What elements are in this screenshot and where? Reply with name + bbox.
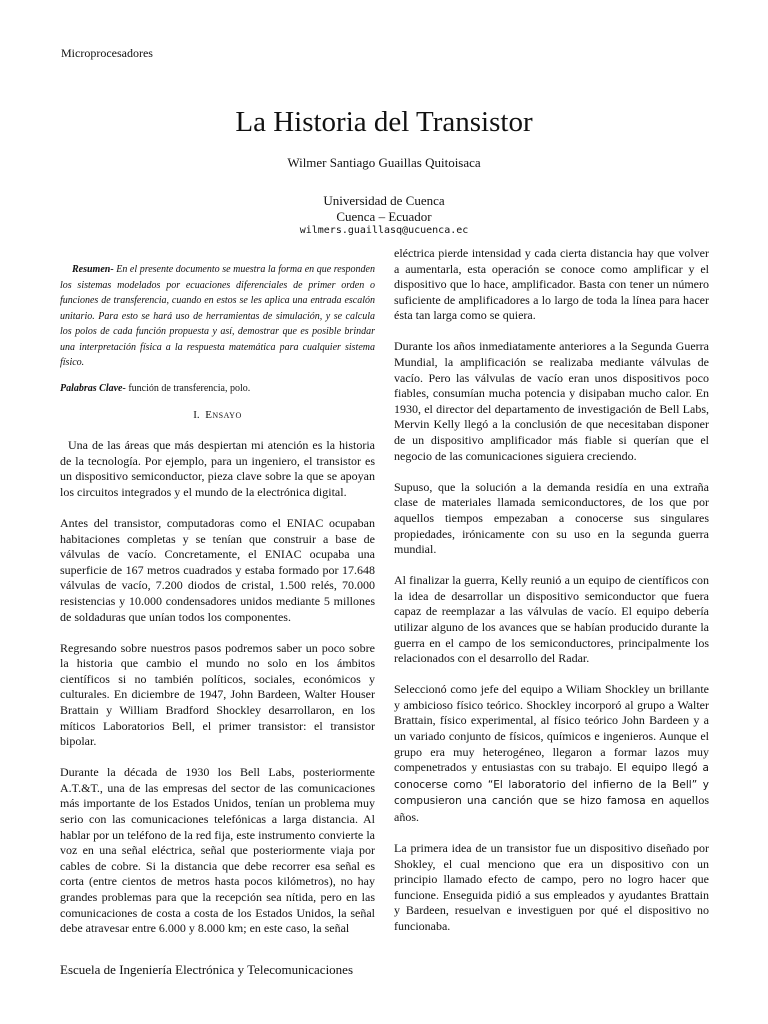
location: Cuenca – Ecuador bbox=[336, 209, 432, 224]
abstract bbox=[60, 262, 375, 371]
author-email[interactable]: wilmers.guaillasq@ucuenca.ec bbox=[299, 225, 469, 236]
keywords-label: Palabras Clave- bbox=[60, 382, 126, 394]
section-heading bbox=[60, 408, 375, 424]
footer: Escuela de Ingeniería Electrónica y Telecomunicaciones bbox=[60, 962, 354, 977]
paragraph: Durante los años inmediatamente anteriores a la Segunda Guerra Mundial, la amplificación se realizaba mediante válvulas de vacío. Pero las válvulas de vacío eran unos dispositivos poco fiables, consumían mucha potencia y disipaban mucho calor. En 1930, el director del departamento de investigación de Bell Labs, Mervin Kelly llegó a la conclusión de que necesitaban disponer de un dispositivo amplificador más fiable si querían que el negocio de las comunicaciones siguiera creciendo. bbox=[394, 339, 709, 463]
abstract-label: Resumen- bbox=[72, 264, 114, 275]
keywords-text: función de transferencia, polo. bbox=[125, 382, 251, 394]
paragraph-part-highlight: El equipo llegó a conocerse como “El laboratorio del infierno de la Bell” y compusieron una canción que se hizo famosa en bbox=[394, 762, 709, 808]
paragraph: eléctrica pierde intensidad y cada cierta distancia hay que volver a aumentarla, esta operación se conoce como amplificar y el dispositivo que lo hace, amplificador. Basta con tener un número suficiente de amplificadores a lo largo de toda la línea para hacer ésta tan larga como se quiera. bbox=[394, 246, 709, 323]
university-name: Universidad de Cuenca bbox=[323, 193, 445, 208]
affiliation bbox=[0, 193, 768, 237]
paragraph: Una de las áreas que más despiertan mi atención es la historia de la tecnología. Por ejemplo, para un ingeniero, el transistor es un dispositivo semiconductor, pieza clave sobre la que se apoyan los circuitos integrados y el mundo de la electrónica digital. bbox=[60, 438, 375, 499]
paragraph-part: Seleccionó como jefe del equipo a Wiliam Shockley un brillante y ambicioso físico teórico. Shockley incorporó al grupo a Walter Brattain, físico experimental, al físico teórico John Bardeen y a un variado conjunto de físicos, químicos e ingenieros. Aunque el grupo era muy heterogéneo, llegaron a formar lazos muy compenetrados y entusiastas con su trabajo. bbox=[394, 682, 709, 775]
paragraph: Regresando sobre nuestros pasos podremos saber un poco sobre la historia que cambio el mundo no solo en los ámbitos científicos si no también políticos, sociales, económicos y culturales. En diciembre de 1947, John Bardeen, Walter Houser Brattain y William Bradford Shockley desarrollaron, en los míticos Laboratorios Bell, el primer transistor: el transistor bipolar. bbox=[60, 640, 375, 749]
paragraph: Supuso, que la solución a la demanda residía en una extraña clase de materiales llamada semiconductores, de los que por aquellos tiempos empezaban a conocerse sus singulares propiedades, irónicamente con su uso en la segunda guerra mundial. bbox=[394, 479, 709, 557]
author-name: Wilmer Santiago Guaillas Quitoisaca bbox=[287, 155, 481, 170]
abstract-text: En el presente documento se muestra la forma en que responden los sistemas modelados por ecuaciones diferenciales de primer orden o funciones de transferencia, cuando en estos se les aplica una entrada escalón unitario. Para esto se hará uso de herramientas de simulación, y se calcula los polos de cada función propuesta y así, demostrar que es posible brindar una interpretación física a la respuesta matemática para cualquier sistema físico. bbox=[60, 264, 375, 368]
left-column bbox=[60, 262, 375, 952]
paragraph: Durante la década de 1930 los Bell Labs, posteriormente A.T.&T., una de las empresas del sector de las comunicaciones más importante de los Estados Unidos, tenían un problema muy serio con las comunicaciones telefónicas a larga distancia. Al hablar por un teléfono de la red fija, este instrumento convierte la voz en una señal eléctrica, señal que posteriormente viaja por cables de cobre. Si la distancia que debe recorrer esa señal es corta (entre cientos de metros hasta pocos kilómetros), no hay grandes problemas para que la recepción sea nítida, pero en las comunicaciones de costa a costa de los Estados Unidos, la señal debe atravesar entre 6.000 y 8.000 km; en este caso, la señal bbox=[60, 765, 375, 936]
title-block bbox=[0, 106, 768, 237]
paragraph-part: aquellos años. bbox=[394, 793, 709, 824]
paragraph bbox=[394, 682, 709, 825]
running-header: Microprocesadores bbox=[61, 46, 153, 60]
paragraph: La primera idea de un transistor fue un dispositivo diseñado por Shokley, el cual menciono que era un dispositivo con un principio llamado efecto de campo, pero no logro hacer que funcione. Enseguida pidió a sus empleados y ayudantes Brattain y Bardeen, resuelvan e investiguen por qué el dispositivo no funcionaba. bbox=[394, 841, 709, 934]
right-column bbox=[394, 246, 709, 950]
paragraph: Antes del transistor, computadoras como el ENIAC ocupaban habitaciones completas y se tenían que construir a base de válvulas de vacío. Concretamente, el ENIAC ocupaba una superficie de 167 metros cuadrados y estaba formado por 17.648 válvulas de vacío, 7.200 diodos de cristal, 1.500 relés, 70.000 resistencias y 10.000 condensadores unidos mediante 5 millones de soldaduras que unían todos los componentes. bbox=[60, 515, 375, 624]
keywords bbox=[60, 382, 375, 395]
paper-title: La Historia del Transistor bbox=[235, 106, 533, 138]
section-number: I. bbox=[193, 408, 200, 421]
paragraph: Al finalizar la guerra, Kelly reunió a un equipo de científicos con la idea de desarrollar un dispositivo semiconductor que fuera capaz de reemplazar a las válvulas de vacío. El equipo debería utilizar alguno de los avances que se habían producido durante la guerra en el campo de los semiconductores, principalmente los relacionados con el desarrollo del Radar. bbox=[394, 573, 709, 666]
section-title: Ensayo bbox=[205, 408, 242, 421]
